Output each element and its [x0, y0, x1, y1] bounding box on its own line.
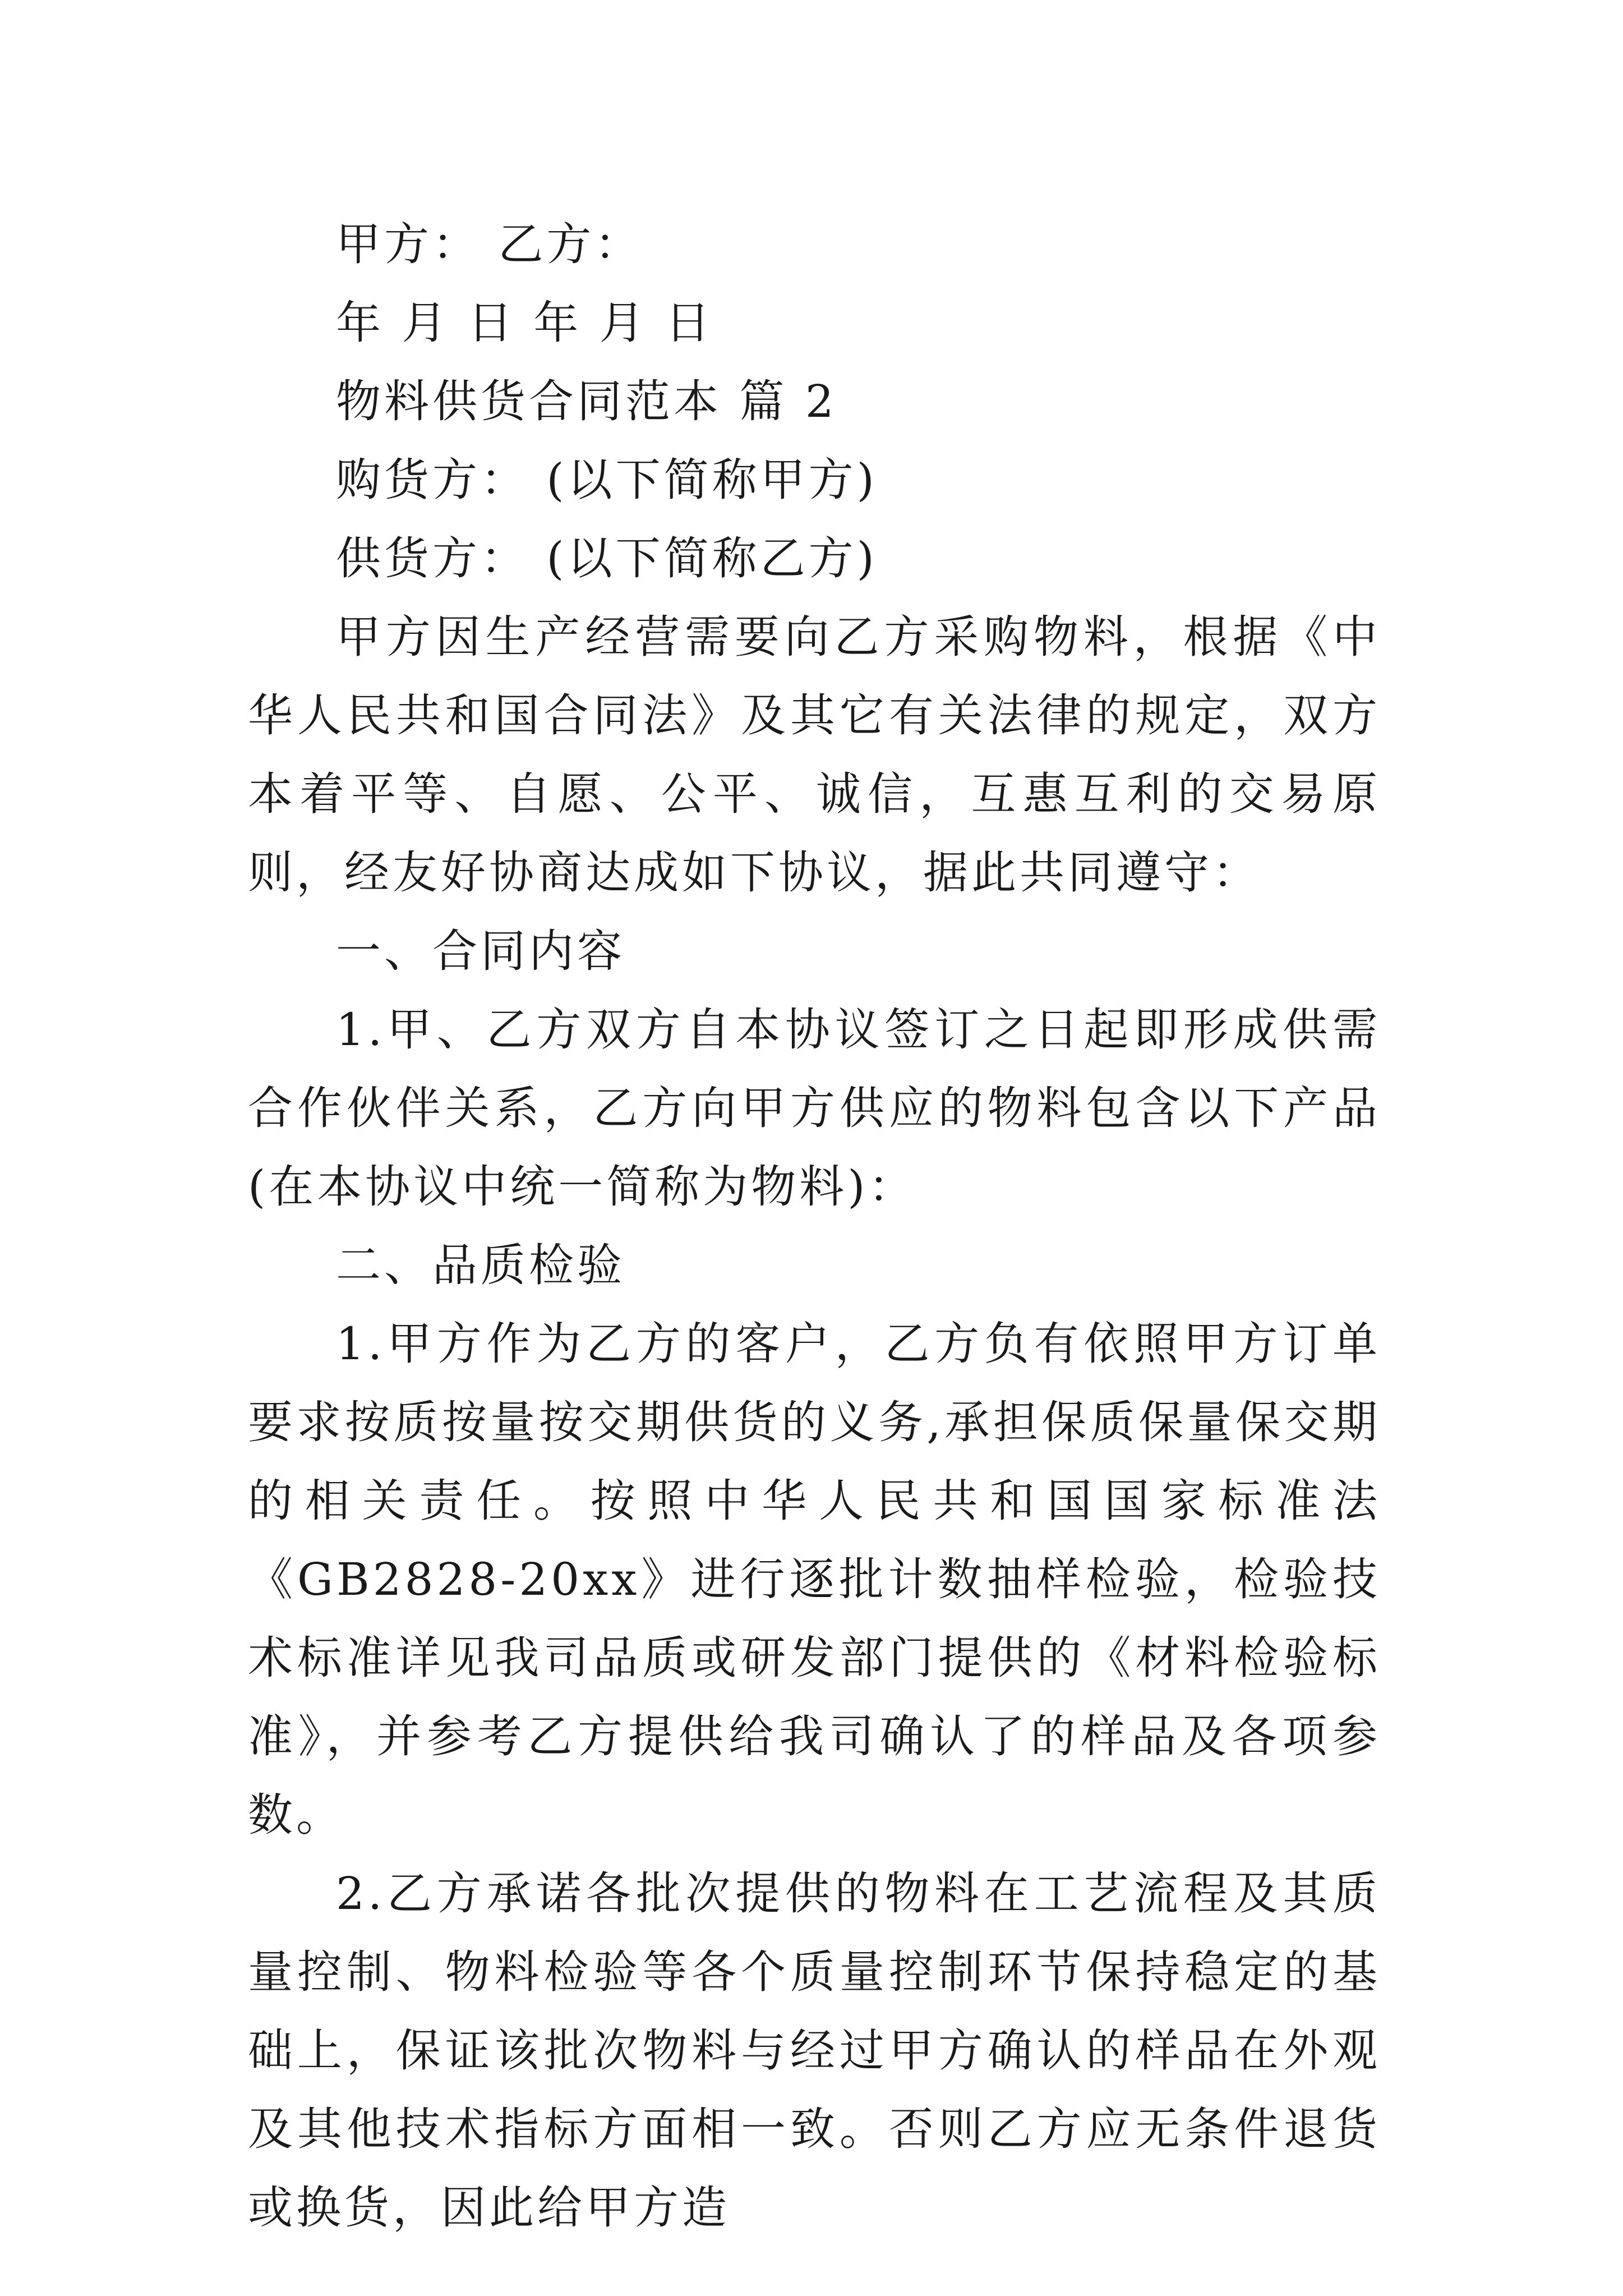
section-2-item-1: 1.甲方作为乙方的客户，乙方负有依照甲方订单要求按质按量按交期供货的义务,承担保质保量保交期的相关责任。按照中华人民共和国国家标准法《GB2828-20xx》进行逐批计数抽样检验，检验技术标准详见我司品质或研发部门提供的《材料检验标准》，并参考乙方提供给我司确认了的样品及各项参数。 — [248, 1318, 1381, 1841]
date-line: 年 月 日 年 月 日 — [336, 297, 714, 349]
party-a-b-line: 甲方： 乙方： — [336, 218, 643, 270]
section-1-item-1: 1.甲、乙方双方自本协议签订之日起即形成供需合作伙伴关系，乙方向甲方供应的物料包含以下产品(在本协议中统一简称为物料)： — [248, 1004, 1381, 1213]
supplier-line: 供货方： (以下简称乙方) — [336, 532, 878, 585]
buyer-line: 购货方： (以下简称甲方) — [336, 454, 878, 506]
section-1-heading: 一、合同内容 — [336, 925, 625, 977]
section-2-item-2: 2.乙方承诺各批次提供的物料在工艺流程及其质量控制、物料检验等各个质量控制环节保持稳定的基础上，保证该批次物料与经过甲方确认的样品在外观及其他技术指标方面相一致。否则乙方应无条件退货或换货，因此给甲方造 — [248, 1867, 1381, 2234]
document-body — [248, 205, 1381, 2247]
intro-paragraph: 甲方因生产经营需要向乙方采购物料，根据《中华人民共和国合同法》及其它有关法律的规定，双方本着平等、自愿、公平、诚信，互惠互利的交易原则，经友好协商达成如下协议，据此共同遵守： — [248, 611, 1381, 899]
contract-title: 物料供货合同范本 篇 2 — [336, 375, 837, 427]
section-2-heading: 二、品质检验 — [336, 1239, 625, 1291]
